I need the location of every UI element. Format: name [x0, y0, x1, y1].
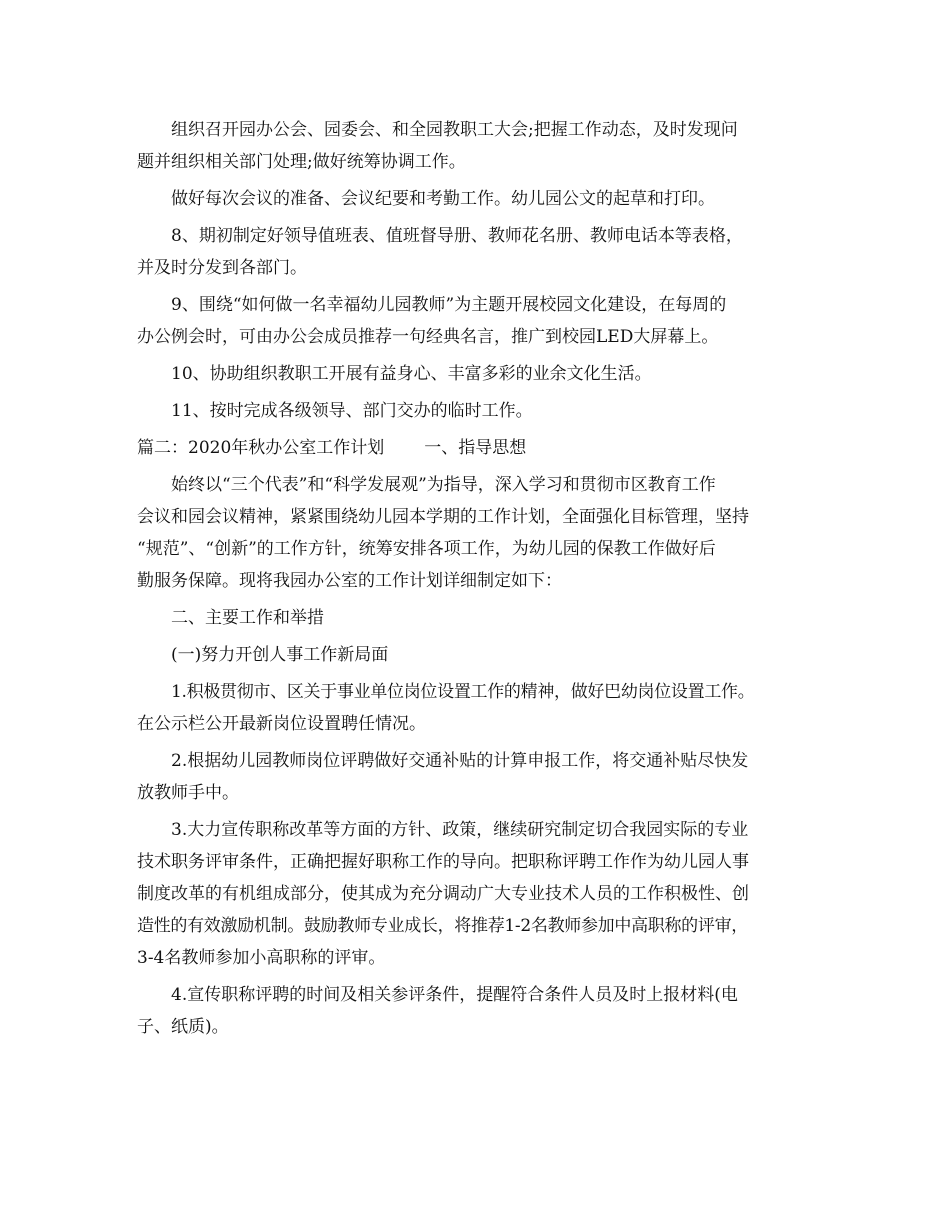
text-line: 办公例会时，可由办公会成员推荐一句经典名言，推广到校园LED大屏幕上。 [137, 327, 719, 347]
text-line: 4.宣传职称评聘的时间及相关参评条件，提醒符合条件人员及时上报材料(电 [171, 985, 738, 1005]
heading-personnel [137, 639, 817, 671]
text-line: 题并组织相关部门处理;做好统筹协调工作。 [137, 152, 466, 172]
paragraph-point-2 [137, 745, 817, 809]
section-heading [137, 432, 817, 464]
text-line: 9、围绕“如何做一名幸福幼儿园教师”为主题开展校园文化建设，在每周的 [171, 295, 727, 315]
paragraph-item-10 [137, 358, 817, 390]
text-line: 并及时分发到各部门。 [137, 258, 307, 278]
paragraph-meetings [137, 114, 817, 178]
text-line: 3.大力宣传职称改革等方面的方针、政策，继续研究制定切合我园实际的专业 [171, 820, 749, 840]
heading-main-work [137, 602, 817, 634]
text-line: 在公示栏公开最新岗位设置聘任情况。 [137, 714, 426, 734]
text-line: 10、协助组织教职工开展有益身心、丰富多彩的业余文化生活。 [171, 364, 652, 384]
document-body [137, 114, 817, 1048]
text-line: 造性的有效激励机制。鼓励教师专业成长，将推荐1-2名教师参加中高职称的评审， [137, 916, 748, 936]
paragraph-item-9 [137, 289, 817, 353]
text-line: 子、纸质)。 [137, 1017, 229, 1037]
paragraph-guiding-thought [137, 469, 817, 597]
text-line: 制度改革的有机组成部分，使其成为充分调动广大专业技术人员的工作积极性、创 [137, 884, 749, 904]
text-line: 11、按时完成各级领导、部门交办的临时工作。 [171, 401, 533, 421]
text-line: “规范”、“创新”的工作方针，统筹安排各项工作，为幼儿园的保教工作做好后 [137, 539, 716, 559]
text-line: 会议和园会议精神，紧紧围绕幼儿园本学期的工作计划，全面强化目标管理，坚持 [137, 507, 749, 527]
section-subtitle: 一、指导思想 [424, 438, 527, 458]
paragraph-item-8 [137, 220, 817, 284]
text-line: (一)努力开创人事工作新局面 [171, 645, 389, 665]
text-line: 2.根据幼儿园教师岗位评聘做好交通补贴的计算申报工作，将交通补贴尽快发 [171, 751, 749, 771]
paragraph-point-3 [137, 814, 817, 974]
text-line: 组织召开园办公会、园委会、和全园教职工大会;把握工作动态，及时发现问 [171, 120, 738, 140]
text-line: 3-4名教师参加小高职称的评审。 [137, 948, 386, 968]
paragraph-item-11 [137, 395, 817, 427]
paragraph-point-4 [137, 979, 817, 1043]
paragraph-point-1 [137, 676, 817, 740]
paragraph-meeting-prep [137, 183, 817, 215]
text-line: 做好每次会议的准备、会议纪要和考勤工作。幼儿园公文的起草和打印。 [171, 189, 715, 209]
text-line: 技术职务评审条件，正确把握好职称工作的导向。把职称评聘工作作为幼儿园人事 [137, 852, 749, 872]
text-line: 1.积极贯彻市、区关于事业单位岗位设置工作的精神，做好巴幼岗位设置工作。 [171, 682, 755, 702]
text-line: 8、期初制定好领导值班表、值班督导册、教师花名册、教师电话本等表格， [171, 226, 743, 246]
text-line: 始终以“三个代表”和“科学发展观”为指导，深入学习和贯彻市区教育工作 [171, 475, 716, 495]
text-line: 二、主要工作和举措 [171, 608, 324, 628]
section-title: 篇二：2020年秋办公室工作计划 [137, 438, 385, 458]
text-line: 勤服务保障。现将我园办公室的工作计划详细制定如下： [137, 571, 562, 591]
text-line: 放教师手中。 [137, 783, 239, 803]
